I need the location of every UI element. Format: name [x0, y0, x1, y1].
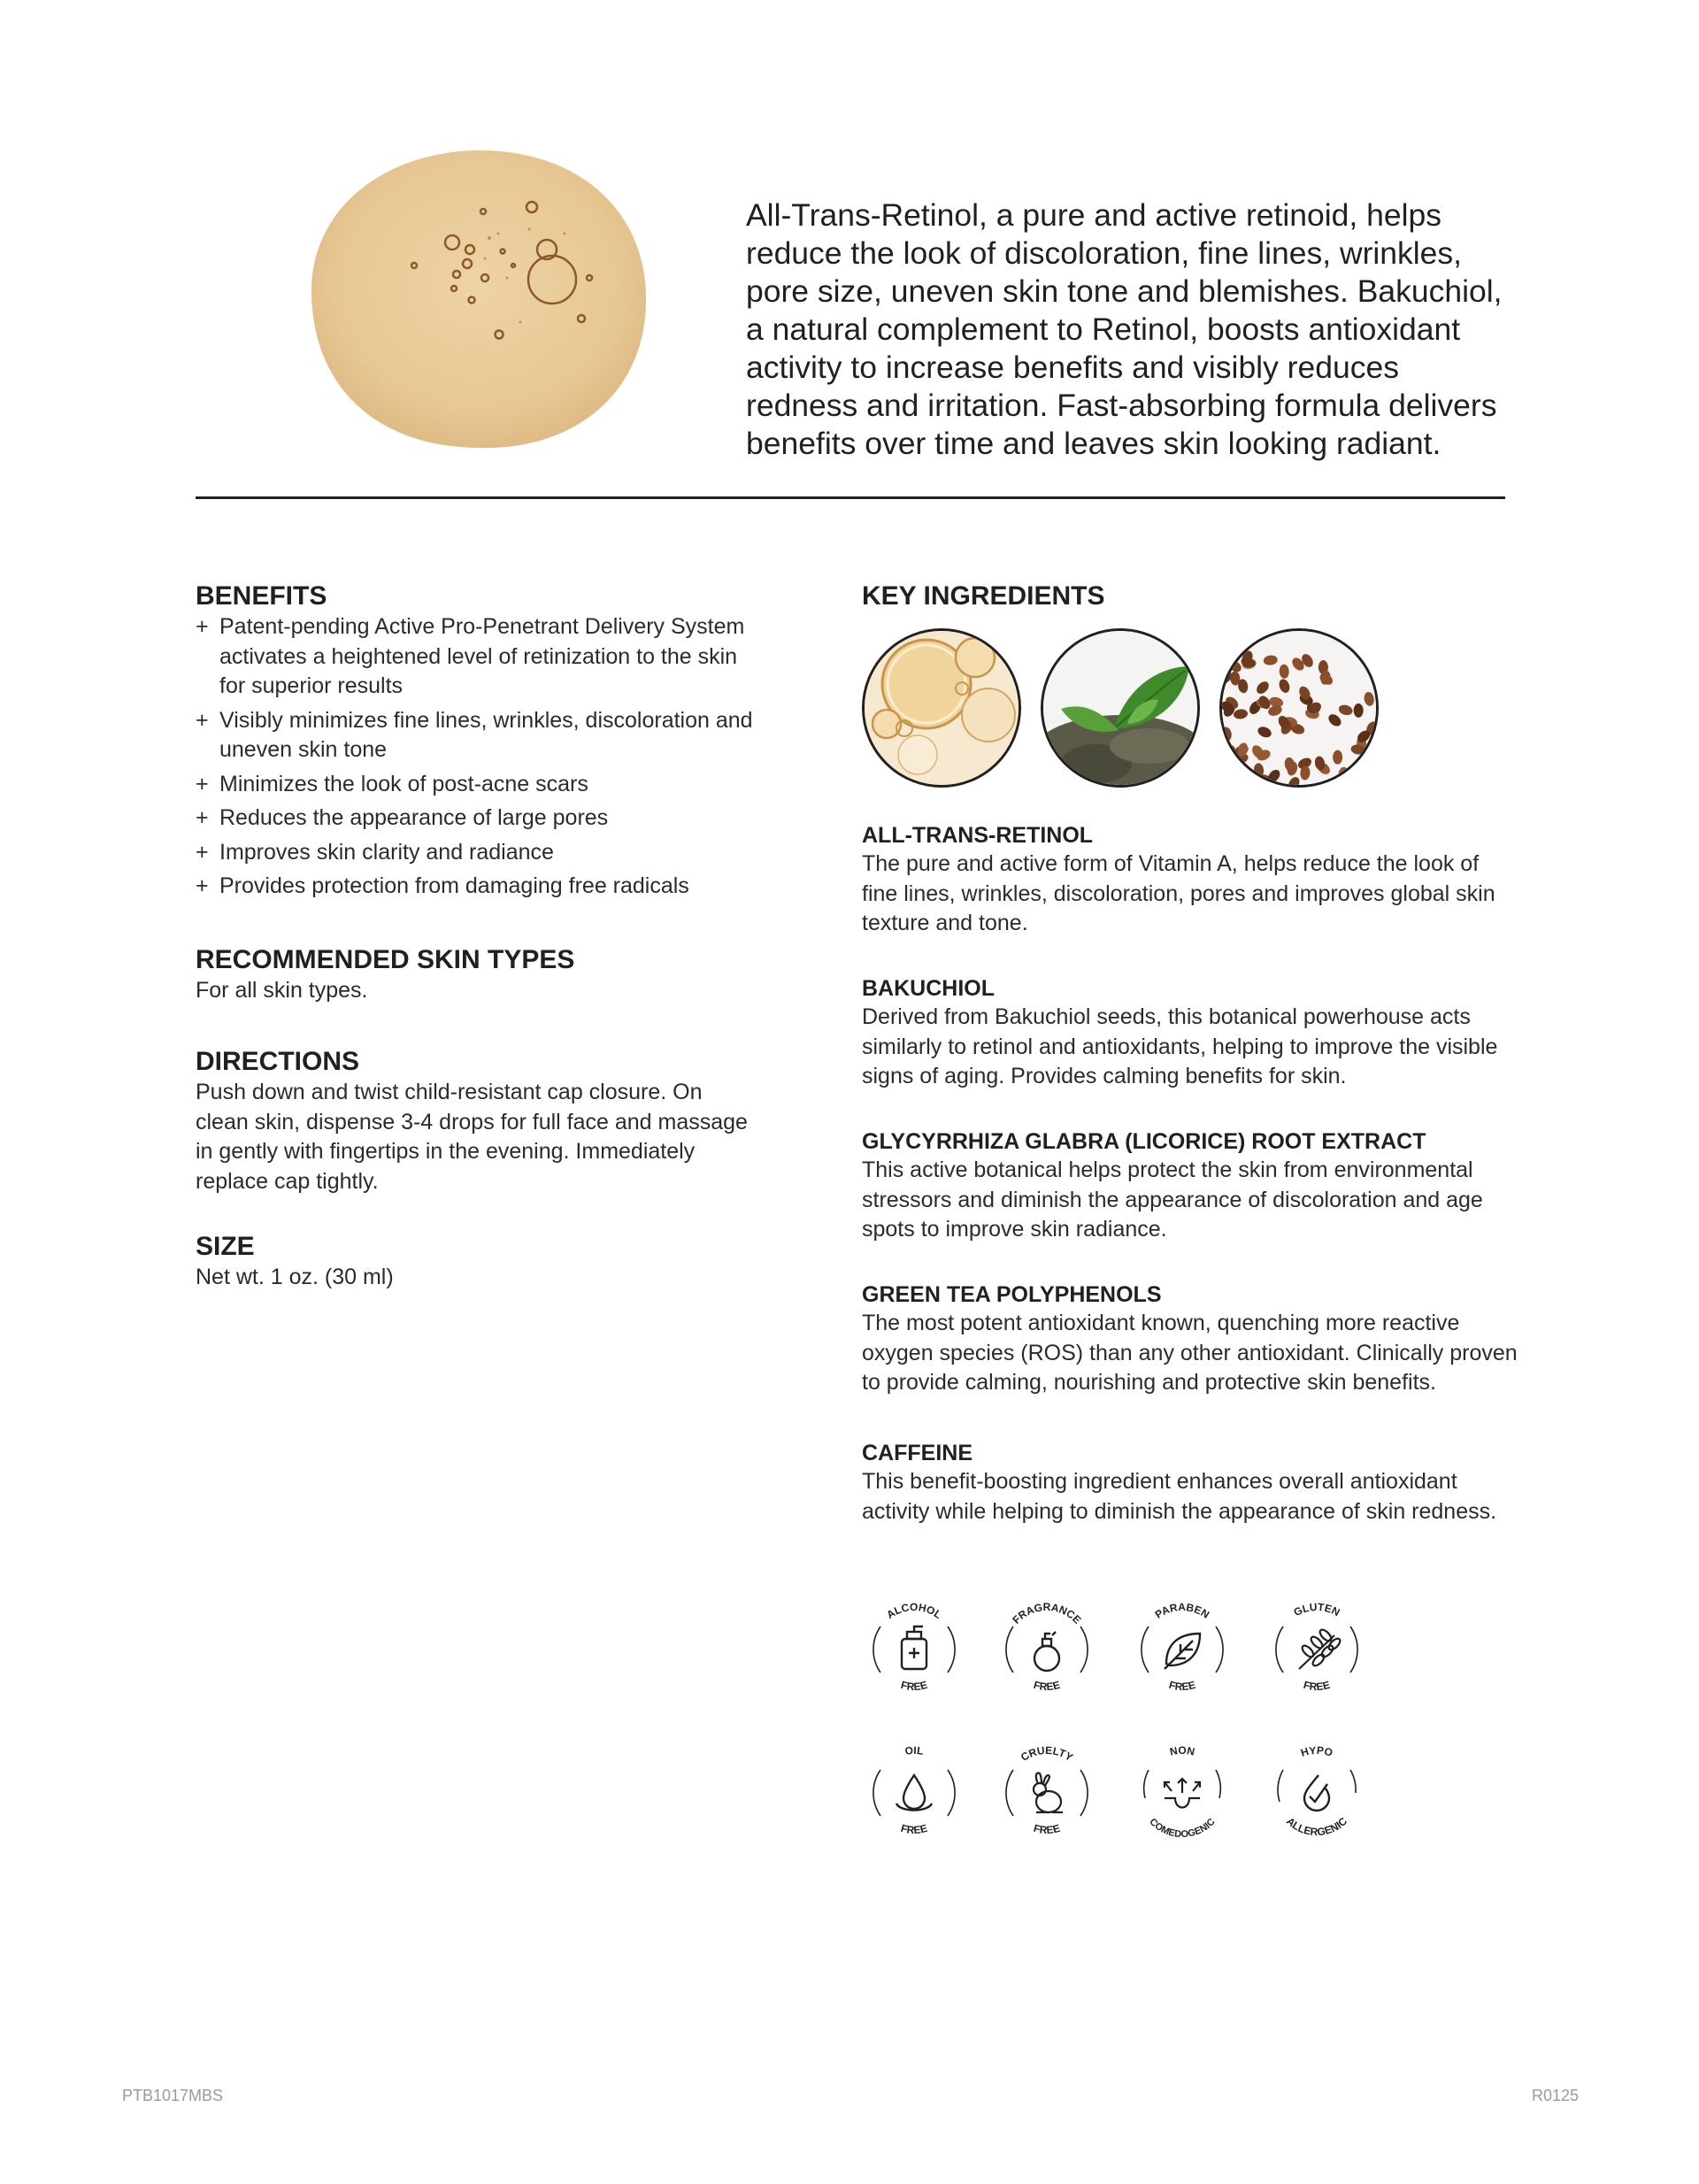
benefit-line: Visibly minimizes fine lines, wrinkles, discoloration and [219, 707, 753, 733]
ingredient-line: This active botanical helps protect the skin from environmental [862, 1157, 1473, 1182]
benefits-section [196, 581, 797, 906]
intro-line: a natural complement to Retinol, boosts antioxidant [746, 311, 1461, 347]
drop-icon [896, 1775, 932, 1811]
plus-marker: + [196, 771, 209, 796]
badge-top-label: FRAGRANCE [1010, 1601, 1084, 1626]
alcohol-free-badge [861, 1596, 967, 1703]
benefit-line: Improves skin clarity and radiance [219, 839, 554, 865]
skin-types-section [196, 944, 797, 1006]
badge-bottom-label: FREE [899, 1821, 929, 1837]
plus-marker: + [196, 873, 209, 898]
svg-text:OIL [904, 1744, 925, 1757]
badge-top-label: PARABEN [1152, 1600, 1212, 1621]
ingredient-desc [862, 1003, 1552, 1092]
plus-marker: + [196, 839, 209, 865]
ingredient-line: texture and tone. [862, 911, 1028, 935]
svg-text:COMEDOGENIC [1147, 1817, 1217, 1840]
benefit-line: uneven skin tone [219, 737, 388, 762]
badge-bottom-label: COMEDOGENIC [1147, 1816, 1218, 1841]
fragrance-free-badge [994, 1596, 1100, 1703]
svg-text:FREE [1032, 1822, 1061, 1836]
intro-line: reduce the look of discoloration, fine lines, wrinkles, [746, 235, 1463, 271]
svg-text:FREE [899, 1822, 928, 1836]
ingredient-line: activity while helping to diminish the appearance of skin redness. [862, 1498, 1497, 1524]
svg-text:ALCOHOL [884, 1601, 943, 1621]
ingredient-entry [862, 821, 1552, 939]
ingredient-line: oxygen species (ROS) than any other antioxidant. Clinically proven [862, 1340, 1518, 1365]
svg-text:GLUTEN [1292, 1601, 1342, 1619]
badge-bottom-label: ALLERGENIC [1283, 1814, 1350, 1839]
badge-bottom-label: FREE [899, 1678, 929, 1694]
svg-text:FREE [1302, 1679, 1331, 1693]
directions-text [196, 1078, 797, 1196]
ingredient-line: stressors and diminish the appearance of discoloration and age [862, 1187, 1483, 1212]
benefit-line: activates a heightened level of retinization to the skin [219, 643, 738, 669]
benefits-heading: BENEFITS [196, 581, 327, 611]
directions-section [196, 1046, 797, 1196]
benefit-item [196, 804, 797, 834]
wheat-icon [1299, 1628, 1342, 1669]
rabbit-icon [1034, 1773, 1063, 1813]
benefit-line: Minimizes the look of post-acne scars [219, 771, 588, 796]
ingredient-desc [862, 1467, 1552, 1526]
benefit-item [196, 770, 797, 800]
ingredient-line: similarly to retinol and antioxidants, helping to improve the visible [862, 1034, 1498, 1059]
badge-bottom-label: FREE [1032, 1821, 1062, 1837]
badge-bottom-label: FREE [1302, 1678, 1332, 1694]
directions-line: replace cap tightly. [196, 1168, 379, 1194]
ingredient-line: This benefit-boosting ingredient enhances overall antioxidant [862, 1469, 1457, 1494]
bottle-icon [902, 1626, 926, 1669]
key-ingredients-heading: KEY INGREDIENTS [862, 581, 1105, 611]
green-tea-image [1041, 628, 1200, 788]
ingredient-title: GLYCYRRHIZA GLABRA (LICORICE) ROOT EXTRACT [862, 1129, 1426, 1154]
perfume-icon [1034, 1632, 1059, 1671]
svg-text:FREE [1032, 1679, 1061, 1693]
benefit-item [196, 838, 797, 868]
size-heading: SIZE [196, 1232, 255, 1261]
benefit-line: for superior results [219, 673, 404, 698]
skin-types-text: For all skin types. [196, 978, 368, 1003]
ingredient-title: CAFFEINE [862, 1441, 973, 1465]
badge-top-label: CRUELTY [1019, 1743, 1075, 1764]
svg-text:FREE [1167, 1679, 1196, 1693]
intro-paragraph [746, 196, 1525, 463]
check-drop-icon [1304, 1775, 1329, 1811]
svg-text:FRAGRANCE [1010, 1601, 1083, 1626]
ingredient-entry [862, 1439, 1552, 1526]
gluten-free-badge [1264, 1596, 1370, 1703]
coffee-beans-image [1219, 628, 1379, 788]
benefit-line: Reduces the appearance of large pores [219, 805, 609, 830]
ingredient-desc [862, 850, 1552, 939]
intro-line: activity to increase benefits and visibly reduces [746, 350, 1399, 385]
badge-top-label: NON [1168, 1744, 1196, 1758]
ingredient-title: ALL-TRANS-RETINOL [862, 823, 1094, 848]
intro-line: pore size, uneven skin tone and blemishes. Bakuchiol, [746, 273, 1503, 309]
ingredient-title: BAKUCHIOL [862, 976, 995, 1001]
ingredient-line: fine lines, wrinkles, discoloration, pores and improves global skin [862, 881, 1495, 906]
benefit-line: Patent-pending Active Pro-Penetrant Delivery System [219, 614, 745, 639]
benefit-item [196, 612, 797, 702]
size-text: Net wt. 1 oz. (30 ml) [196, 1265, 394, 1289]
ingredient-line: spots to improve skin radiance. [862, 1217, 1167, 1242]
svg-text:HYPO [1299, 1744, 1334, 1759]
badge-top-label: OIL [903, 1743, 925, 1757]
divider-rule [196, 496, 1505, 499]
serum-drop-image [308, 145, 650, 453]
oil-free-badge [861, 1740, 967, 1846]
pore-icon [1165, 1779, 1200, 1808]
skin-types-heading: RECOMMENDED SKIN TYPES [196, 945, 575, 974]
plus-marker: + [196, 707, 209, 733]
badge-bottom-label: FREE [1032, 1678, 1062, 1694]
svg-text:CRUELTY [1019, 1744, 1075, 1764]
ingredient-entry [862, 1280, 1552, 1398]
svg-text:FREE [899, 1679, 928, 1693]
directions-heading: DIRECTIONS [196, 1047, 360, 1076]
size-section [196, 1231, 797, 1293]
ingredient-entry [862, 974, 1552, 1092]
intro-line: benefits over time and leaves skin looking radiant. [746, 426, 1441, 461]
directions-line: in gently with fingertips in the evening. Immediately [196, 1139, 696, 1164]
footer-code-left: PTB1017MBS [122, 2087, 224, 2104]
intro-line: redness and irritation. Fast-absorbing formula delivers [746, 388, 1497, 423]
benefits-list [196, 612, 797, 902]
cruelty-free-badge [994, 1740, 1100, 1846]
benefit-line: Provides protection from damaging free radicals [219, 873, 689, 898]
paraben-free-badge [1129, 1596, 1235, 1703]
ingredient-entry [862, 1127, 1552, 1245]
directions-line: clean skin, dispense 3-4 drops for full face and massage [196, 1109, 748, 1134]
hypoallergenic-badge [1264, 1740, 1370, 1846]
ingredient-line: to provide calming, nourishing and protective skin benefits. [862, 1370, 1436, 1395]
ingredient-line: The most potent antioxidant known, quenching more reactive [862, 1311, 1460, 1335]
plus-marker: + [196, 805, 209, 830]
plus-marker: + [196, 614, 209, 639]
intro-line: All-Trans-Retinol, a pure and active retinoid, helps [746, 197, 1441, 233]
badge-top-label: ALCOHOL [884, 1600, 944, 1622]
non-comedogenic-badge [1129, 1740, 1235, 1846]
ingredient-desc [862, 1309, 1552, 1398]
svg-text:ALLERGENIC [1284, 1815, 1349, 1839]
badge-top-label: GLUTEN [1291, 1600, 1342, 1619]
svg-text:PARABEN [1153, 1601, 1212, 1621]
benefit-item [196, 872, 797, 902]
ingredient-line: The pure and active form of Vitamin A, helps reduce the look of [862, 851, 1480, 876]
badge-bottom-label: FREE [1167, 1678, 1197, 1694]
retinol-drops-image [862, 628, 1021, 788]
footer-code-right: R0125 [1531, 2087, 1579, 2104]
ingredient-line: Derived from Bakuchiol seeds, this botanical powerhouse acts [862, 1004, 1471, 1029]
svg-text:NON [1169, 1744, 1196, 1758]
benefit-item [196, 706, 797, 765]
directions-line: Push down and twist child-resistant cap closure. On [196, 1080, 703, 1104]
leaf-icon [1165, 1634, 1200, 1669]
ingredient-title: GREEN TEA POLYPHENOLS [862, 1282, 1162, 1307]
badge-top-label: HYPO [1299, 1743, 1334, 1759]
ingredient-line: signs of aging. Provides calming benefits for skin. [862, 1064, 1347, 1088]
ingredient-desc [862, 1156, 1552, 1245]
